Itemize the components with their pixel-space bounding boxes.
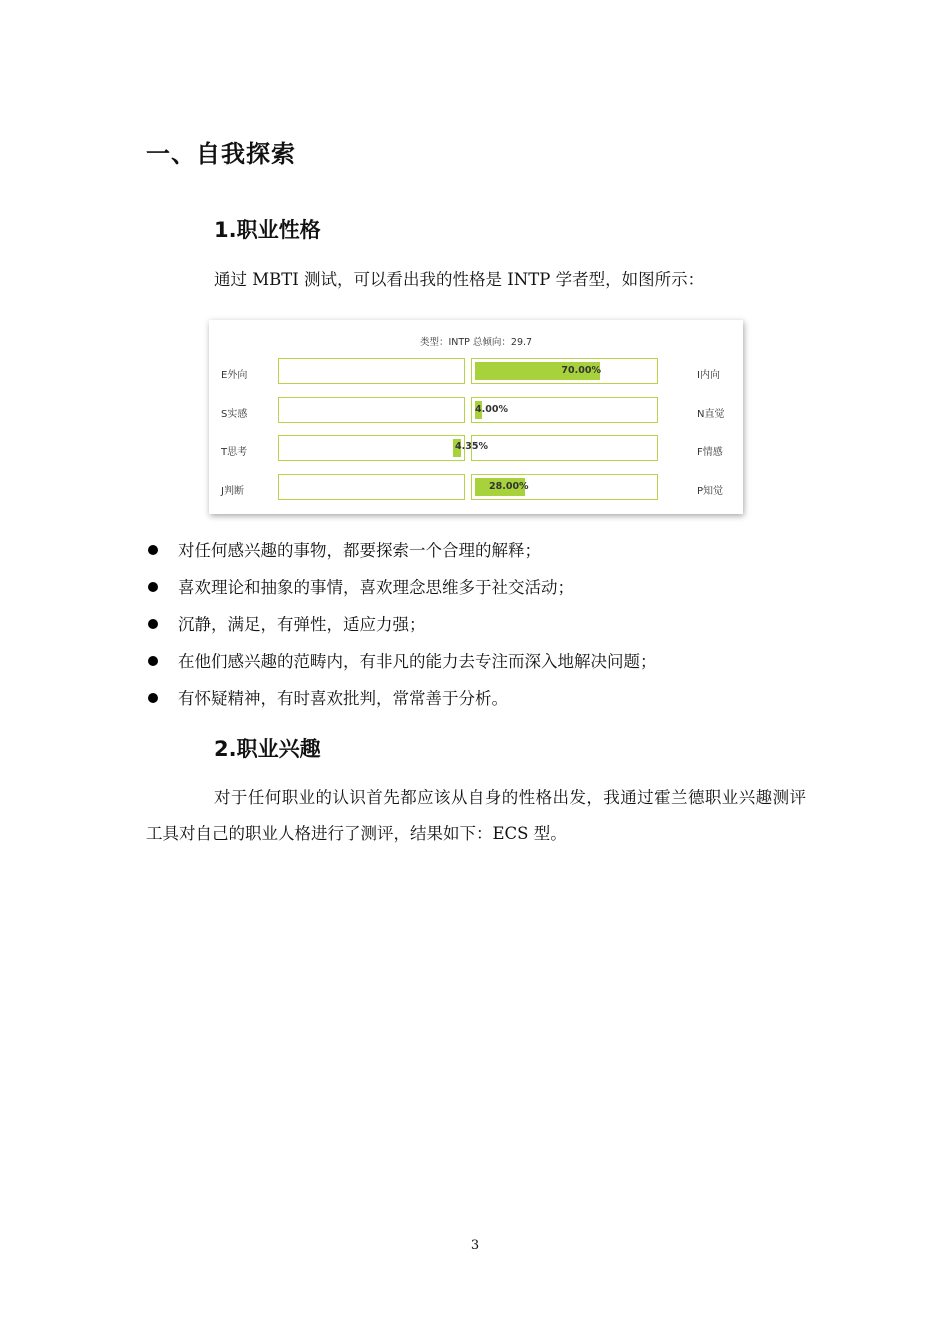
list-item-text: 有怀疑精神，有时喜欢批判，常常善于分析。 [178,689,508,708]
mbti-result-chart [209,320,743,514]
percent-label: 70.00% [561,365,601,376]
list-item [146,606,657,643]
interest-paragraph: 对于任何职业的认识首先都应该从自身的性格出发，我通过霍兰德职业兴趣测评工具对自己的职业人格进行了测评，结果如下：ECS 型。 [146,788,806,843]
trait-list [146,532,657,717]
percent-label: 28.00% [489,481,529,492]
left-label: J判断 [221,486,244,497]
chart-row-ei [209,358,743,388]
list-item [146,680,657,717]
chart-title: 类型：INTP 总倾向：29.7 [419,337,533,348]
left-track [278,397,465,423]
section-heading: 一、自我探索 [146,140,296,168]
bullet-icon [148,656,158,666]
percent-label: 4.00% [475,404,508,415]
list-item-text: 对任何感兴趣的事物，都要探索一个合理的解释； [178,541,541,560]
intro-paragraph: 通过 MBTI 测试，可以看出我的性格是 INTP 学者型，如图所示： [214,270,705,289]
left-track [278,358,465,384]
right-label: N直觉 [697,409,725,420]
list-item [146,569,657,606]
left-label: T思考 [221,447,248,458]
left-label: E外向 [221,370,248,381]
list-item-text: 喜欢理论和抽象的事情，喜欢理念思维多于社交活动； [178,578,574,597]
subsection-title-personality: 1.职业性格 [214,218,321,242]
right-label: P知觉 [697,486,724,497]
subsection-title-interest: 2.职业兴趣 [214,737,321,761]
chart-row-tf [209,435,743,465]
right-label: F情感 [697,447,723,458]
left-track [278,435,465,461]
list-item [146,643,657,680]
right-track [471,435,658,461]
list-item [146,532,657,569]
page-number: 3 [470,1238,480,1253]
right-label: I内向 [697,370,720,381]
left-label: S实感 [221,409,248,420]
chart-row-sn [209,397,743,427]
right-track [471,397,658,423]
right-track [471,358,658,384]
bullet-icon [148,693,158,703]
bullet-icon [148,545,158,555]
list-item-text: 沉静，满足，有弹性，适应力强； [178,615,426,634]
right-track [471,474,658,500]
list-item-text: 在他们感兴趣的范畴内，有非凡的能力去专注而深入地解决问题； [178,652,657,671]
bullet-icon [148,619,158,629]
left-track [278,474,465,500]
percent-label: 4.35% [455,441,488,452]
bullet-icon [148,582,158,592]
chart-row-jp [209,474,743,504]
